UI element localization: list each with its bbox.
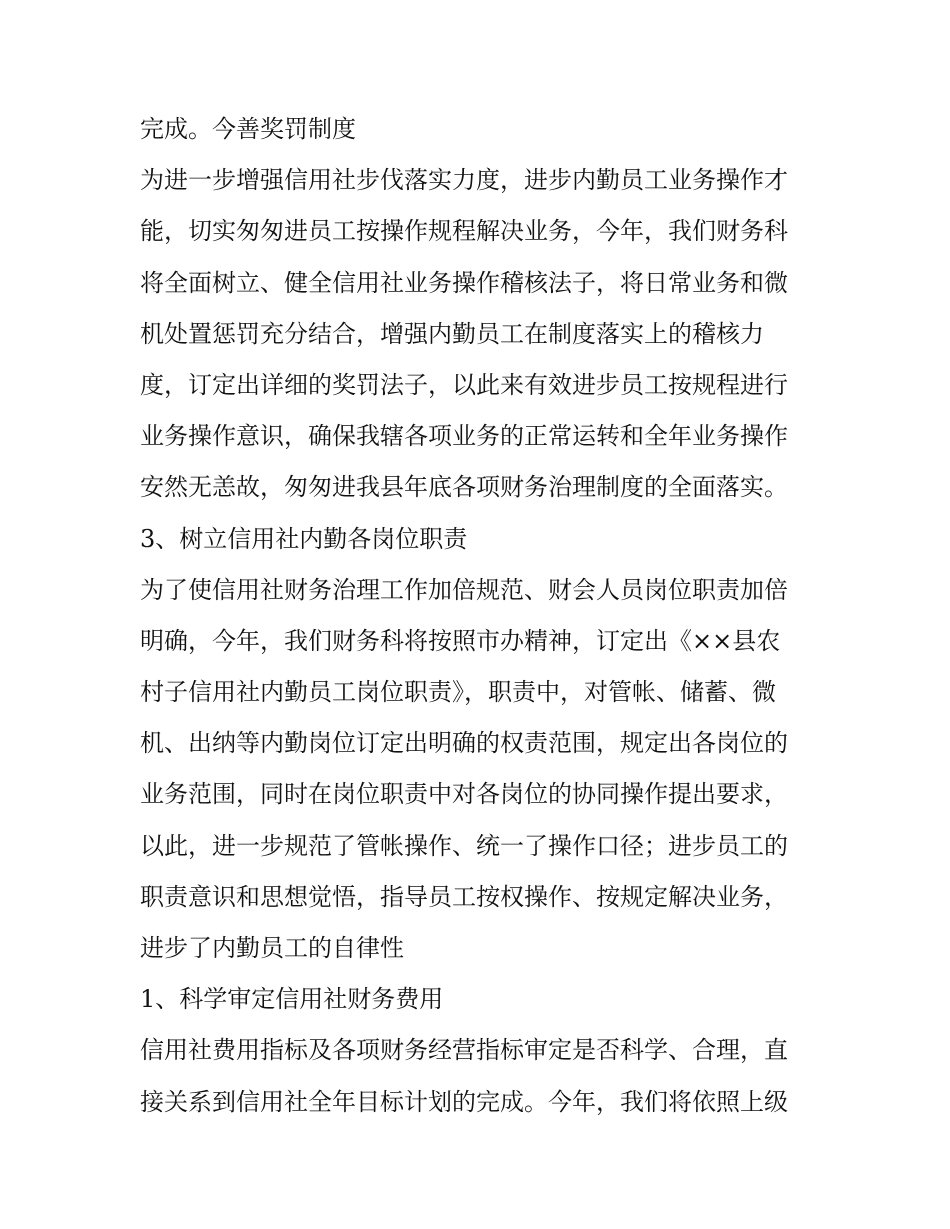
paragraph-line: 业务操作意识，确保我辖各项业务的正常运转和全年业务操作 (140, 422, 788, 451)
section-heading: 1、科学审定信用社财务费用 (140, 985, 444, 1014)
text-line: 完成。今善奖罚制度 (140, 115, 356, 143)
document-page (140, 104, 820, 1128)
paragraph-line: 将全面树立、健全信用社业务操作稽核法子，将日常业务和微 (140, 268, 788, 297)
paragraph-line: 职责意识和思想觉悟，指导员工按权操作、按规定解决业务， (140, 882, 788, 911)
paragraph-line: 能，切实匆匆进员工按操作规程解决业务，今年，我们财务科 (140, 217, 788, 246)
paragraph-line: 村子信用社内勤员工岗位职责》，职责中，对管帐、储蓄、微 (140, 678, 776, 707)
paragraph-line: 明确，今年，我们财务科将按照市办精神，订定出《××县农 (140, 626, 781, 655)
paragraph-line: 机处置惩罚充分结合，增强内勤员工在制度落实上的稽核力 (140, 319, 764, 348)
section-heading: 3、树立信用社内勤各岗位职责 (140, 524, 468, 553)
paragraph-line: 信用社费用指标及各项财务经营指标审定是否科学、合理，直 (140, 1036, 788, 1065)
paragraph-line: 业务范围，同时在岗位职责中对各岗位的协同操作提出要求， (140, 780, 788, 809)
paragraph-line: 安然无恙故，匆匆进我县年底各项财务治理制度的全面落实。 (140, 473, 788, 502)
paragraph-line: 接关系到信用社全年目标计划的完成。今年，我们将依照上级 (140, 1087, 788, 1116)
paragraph-line: 进步了内勤员工的自律性 (140, 934, 404, 962)
paragraph-line: 以此，进一步规范了管帐操作、统一了操作口径；进步员工的 (140, 831, 788, 860)
paragraph-line: 度，订定出详细的奖罚法子，以此来有效进步员工按规程进行 (140, 370, 788, 399)
paragraph-line: 为了使信用社财务治理工作加倍规范、财会人员岗位职责加倍 (140, 575, 788, 604)
paragraph-line: 机、出纳等内勤岗位订定出明确的权责范围，规定出各岗位的 (140, 729, 788, 758)
paragraph-line: 为进一步增强信用社步伐落实力度，进步内勤员工业务操作才 (140, 166, 788, 195)
